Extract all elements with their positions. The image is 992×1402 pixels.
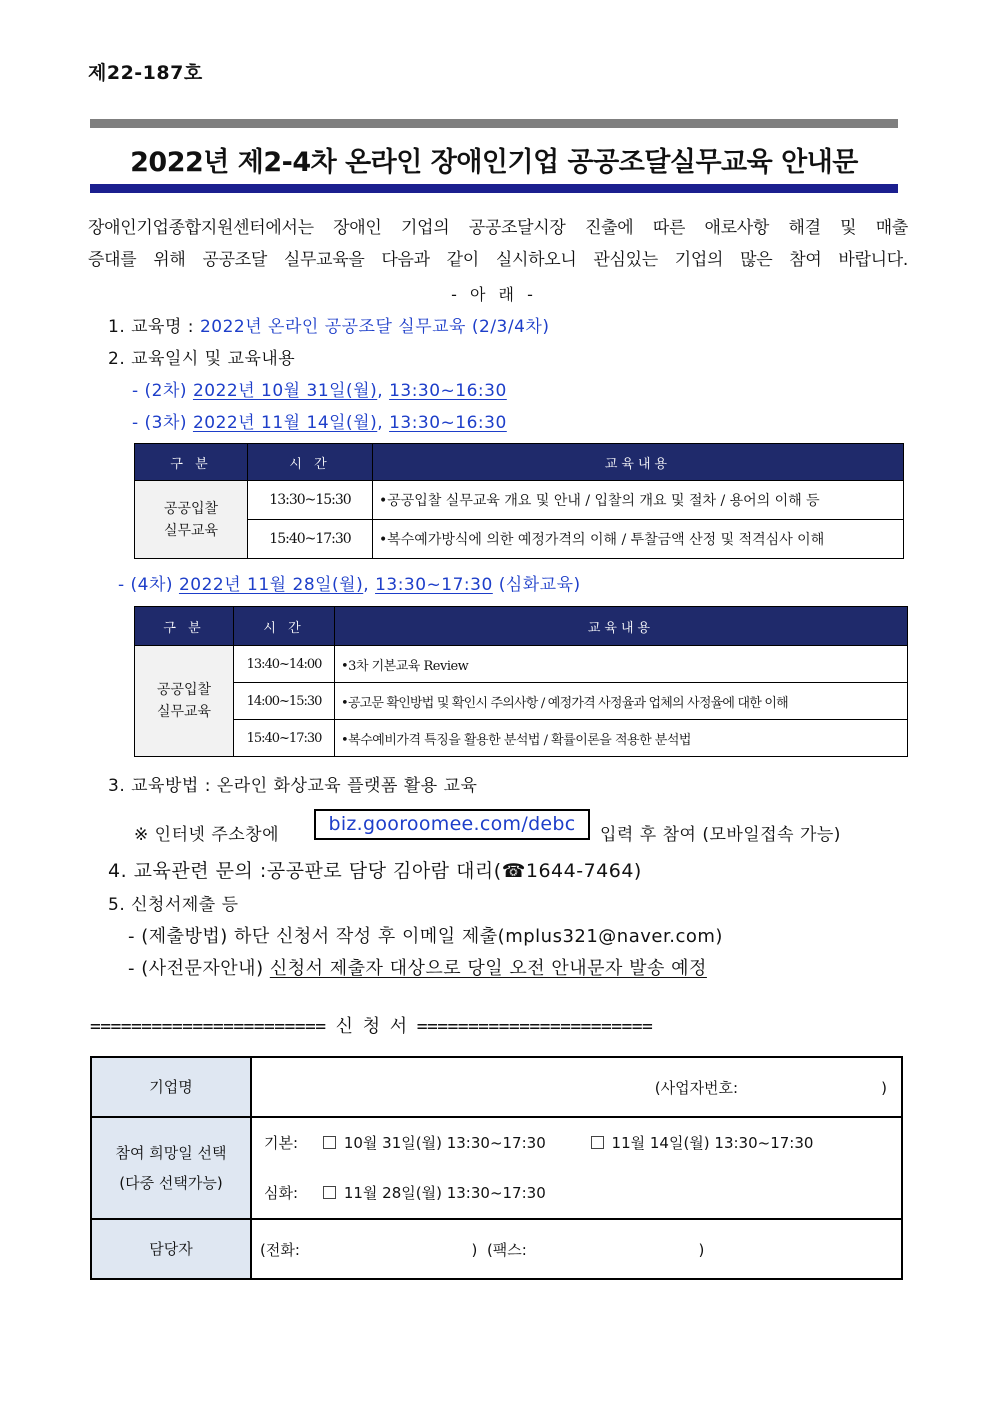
table-basic-header-category: 구 분	[135, 444, 248, 481]
schedule-3-time: 13:30~16:30	[389, 413, 507, 433]
phone-field[interactable]: (전화: )	[260, 1240, 478, 1259]
schedule-2-time: 13:30~16:30	[389, 381, 507, 401]
item-1-value: 2022년 온라인 공공조달 실무교육 (2/3/4차)	[199, 317, 550, 337]
table-basic-header-content: 교육내용	[373, 444, 904, 481]
table-row-content: •공공입찰 실무교육 개요 및 안내 / 입찰의 개요 및 절차 / 용어의 이해 등	[373, 481, 904, 520]
item-2: 2. 교육일시 및 교육내용	[108, 349, 296, 369]
table-row-time: 15:40~17:30	[248, 520, 373, 559]
ara-heading: - 아 래 -	[451, 285, 537, 304]
item-4: 4. 교육관련 문의 :공공판로 담당 김아람 대리(☎1644-7464)	[108, 860, 642, 882]
intro-paragraph	[88, 212, 908, 276]
item-5-b-prefix: - (사전문자안내)	[128, 958, 270, 979]
schedule-2-date: 2022년 10월 31일(월)	[192, 381, 378, 401]
schedule-4-suffix: (심화교육)	[492, 575, 581, 595]
table-basic	[134, 443, 904, 559]
table-basic-category: 공공입찰 실무교육	[135, 481, 248, 559]
item-5: 5. 신청서제출 등	[108, 895, 239, 915]
title-bottom-bar	[90, 184, 898, 193]
intro-line-1: 장애인기업종합지원센터에서는 장애인 기업의 공공조달시장 진출에 따른 애로사항 해결 및 매출	[88, 218, 908, 238]
checkbox-oct31[interactable]	[323, 1136, 336, 1149]
table-row-time: 14:00~15:30	[234, 683, 335, 720]
date-select-label	[91, 1117, 251, 1219]
schedule-4-date: 2022년 11월 28일(월)	[178, 575, 364, 595]
basic-label: 기본:	[264, 1134, 299, 1152]
schedule-2: - (2차) 2022년 10월 31일(월), 13:30~16:30	[132, 381, 507, 401]
title-top-bar	[90, 119, 898, 128]
date-select-label-2: (다중 선택가능)	[119, 1174, 223, 1192]
schedule-2-prefix: - (2차)	[132, 381, 193, 401]
option-nov28: 11월 28일(월) 13:30~17:30	[343, 1184, 546, 1202]
table-advanced-header-category: 구 분	[135, 607, 234, 646]
item-5-b-underlined: 신청서 제출자 대상으로 당일 오전 안내문자 발송 예정	[269, 958, 707, 979]
advanced-label: 심화:	[264, 1184, 299, 1202]
application-form	[90, 1056, 903, 1280]
table-row-content: •복수예가방식에 의한 예정가격의 이해 / 투찰금액 산정 및 적격심사 이해	[373, 520, 904, 559]
table-advanced-header-content: 교육내용	[335, 607, 908, 646]
checkbox-nov28[interactable]	[323, 1186, 336, 1199]
company-label: 기업명	[91, 1057, 251, 1117]
schedule-3-date: 2022년 11월 14일(월)	[192, 413, 378, 433]
intro-line-2: 증대를 위해 공공조달 실무교육을 다음과 같이 실시하오니 관심있는 기업의 많은 참여 바랍니다.	[88, 250, 908, 270]
table-advanced	[134, 606, 908, 757]
schedule-3-prefix: - (3차)	[132, 413, 193, 433]
manager-field[interactable]	[251, 1219, 902, 1279]
fax-field[interactable]: (팩스: )	[486, 1240, 705, 1259]
date-select-label-1: 참여 희망일 선택	[115, 1144, 227, 1162]
date-select-field	[251, 1117, 902, 1219]
item-5-b	[128, 954, 707, 980]
item-3-note-post: 입력 후 참여 (모바일접속 가능)	[600, 825, 841, 845]
item-3: 3. 교육방법 : 온라인 화상교육 플랫폼 활용 교육	[108, 776, 478, 796]
schedule-3: - (3차) 2022년 11월 14일(월), 13:30~16:30	[132, 413, 507, 433]
table-row-time: 13:40~14:00	[234, 646, 335, 683]
document-number: 제22-187호	[88, 62, 203, 84]
option-oct31: 10월 31일(월) 13:30~17:30	[343, 1134, 546, 1152]
item-1	[108, 312, 549, 337]
table-row-content: •3차 기본교육 Review	[335, 646, 908, 683]
checkbox-nov14[interactable]	[591, 1136, 604, 1149]
table-row-content: •복수예비가격 특징을 활용한 분석법 / 확률이론을 적용한 분석법	[335, 720, 908, 757]
table-row-time: 15:40~17:30	[234, 720, 335, 757]
table-row-content: •공고문 확인방법 및 확인시 주의사항 / 예정가격 사정율과 업체의 사정율에 대한 이해	[335, 683, 908, 720]
page-title: 2022년 제2-4차 온라인 장애인기업 공공조달실무교육 안내문	[130, 147, 858, 178]
option-nov14: 11월 14일(월) 13:30~17:30	[611, 1134, 814, 1152]
company-field[interactable]: (사업자번호: )	[251, 1057, 902, 1117]
schedule-4-time: 13:30~17:30	[375, 575, 493, 595]
table-advanced-category: 공공입찰 실무교육	[135, 646, 234, 757]
table-row-time: 13:30~15:30	[248, 481, 373, 520]
item-5-a: - (제출방법) 하단 신청서 작성 후 이메일 제출(mplus321@naver.com)	[128, 926, 723, 947]
application-separator: ======================= 신 청 서 =======================	[90, 1016, 653, 1037]
item-3-note-pre: ※ 인터넷 주소창에	[134, 825, 280, 845]
url-box[interactable]: biz.gooroomee.com/debc	[314, 809, 590, 840]
schedule-4-prefix: - (4차)	[118, 575, 179, 595]
schedule-4: - (4차) 2022년 11월 28일(월), 13:30~17:30 (심화교육)	[118, 575, 581, 595]
table-advanced-header-time: 시 간	[234, 607, 335, 646]
item-1-label: 1. 교육명 :	[108, 317, 200, 337]
manager-label: 담당자	[91, 1219, 251, 1279]
table-basic-header-time: 시 간	[248, 444, 373, 481]
